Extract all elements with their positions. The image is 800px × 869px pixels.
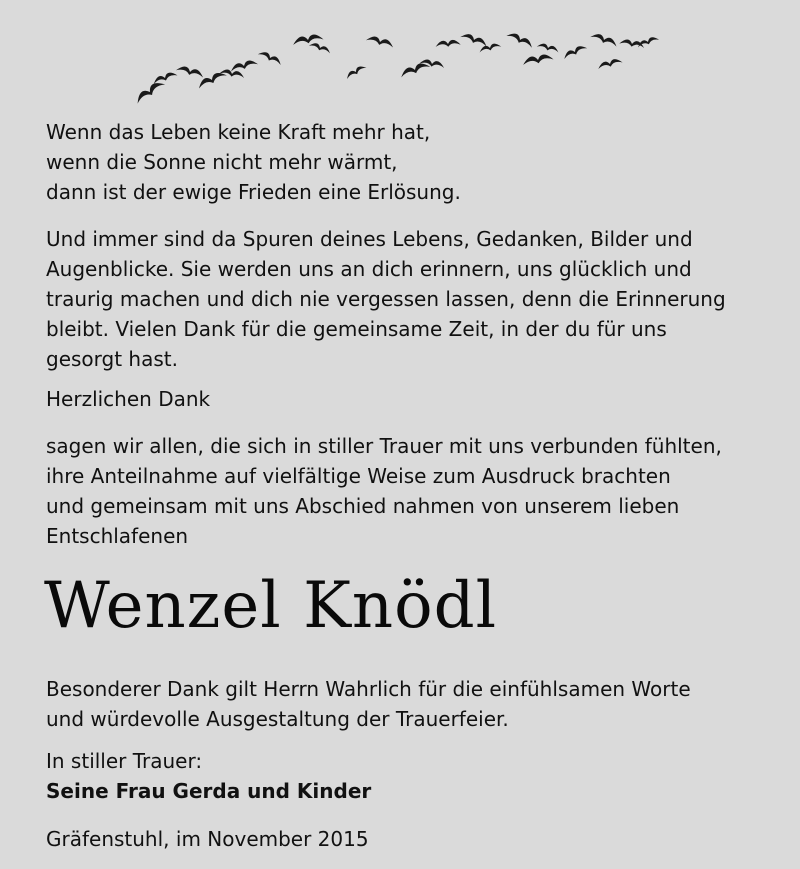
deceased-name: Wenzel Knödl [44, 569, 498, 643]
poem-line: Wenn das Leben keine Kraft mehr hat, [46, 120, 431, 144]
paragraph-line: Entschlafenen [46, 524, 189, 548]
mourning-label: In stiller Trauer: [46, 749, 203, 773]
paragraph-line: Augenblicke. Sie werden uns an dich erinnern, uns glücklich und [46, 257, 692, 281]
special-thanks-paragraph [46, 674, 776, 734]
paragraph-line: Und immer sind da Spuren deines Lebens, Gedanken, Bilder und [46, 227, 693, 251]
thanks-paragraph [46, 431, 776, 551]
paragraph-line: und gemeinsam mit uns Abschied nahmen von unserem lieben [46, 494, 680, 518]
place-and-date: Gräfenstuhl, im November 2015 [46, 827, 369, 851]
paragraph-line: gesorgt hast. [46, 347, 178, 371]
paragraph-line: traurig machen und dich nie vergessen lassen, denn die Erinnerung [46, 287, 726, 311]
paragraph-line: Besonderer Dank gilt Herrn Wahrlich für die einfühlsamen Worte [46, 677, 691, 701]
thanks-heading: Herzlichen Dank [46, 387, 211, 411]
paragraph-line: bleibt. Vielen Dank für die gemeinsame Zeit, in der du für uns [46, 317, 667, 341]
mourning-block [46, 746, 776, 806]
poem-line: wenn die Sonne nicht mehr wärmt, [46, 150, 398, 174]
memory-paragraph [46, 224, 776, 374]
mourners-names: Seine Frau Gerda und Kinder [46, 779, 372, 803]
paragraph-line: und würdevolle Ausgestaltung der Trauerfeier. [46, 707, 509, 731]
poem-line: dann ist der ewige Frieden eine Erlösung. [46, 180, 461, 204]
paragraph-line: ihre Anteilnahme auf vielfältige Weise zum Ausdruck brachten [46, 464, 671, 488]
flock-of-birds-icon [0, 0, 800, 110]
paragraph-line: sagen wir allen, die sich in stiller Trauer mit uns verbunden fühlten, [46, 434, 722, 458]
poem [46, 117, 776, 207]
